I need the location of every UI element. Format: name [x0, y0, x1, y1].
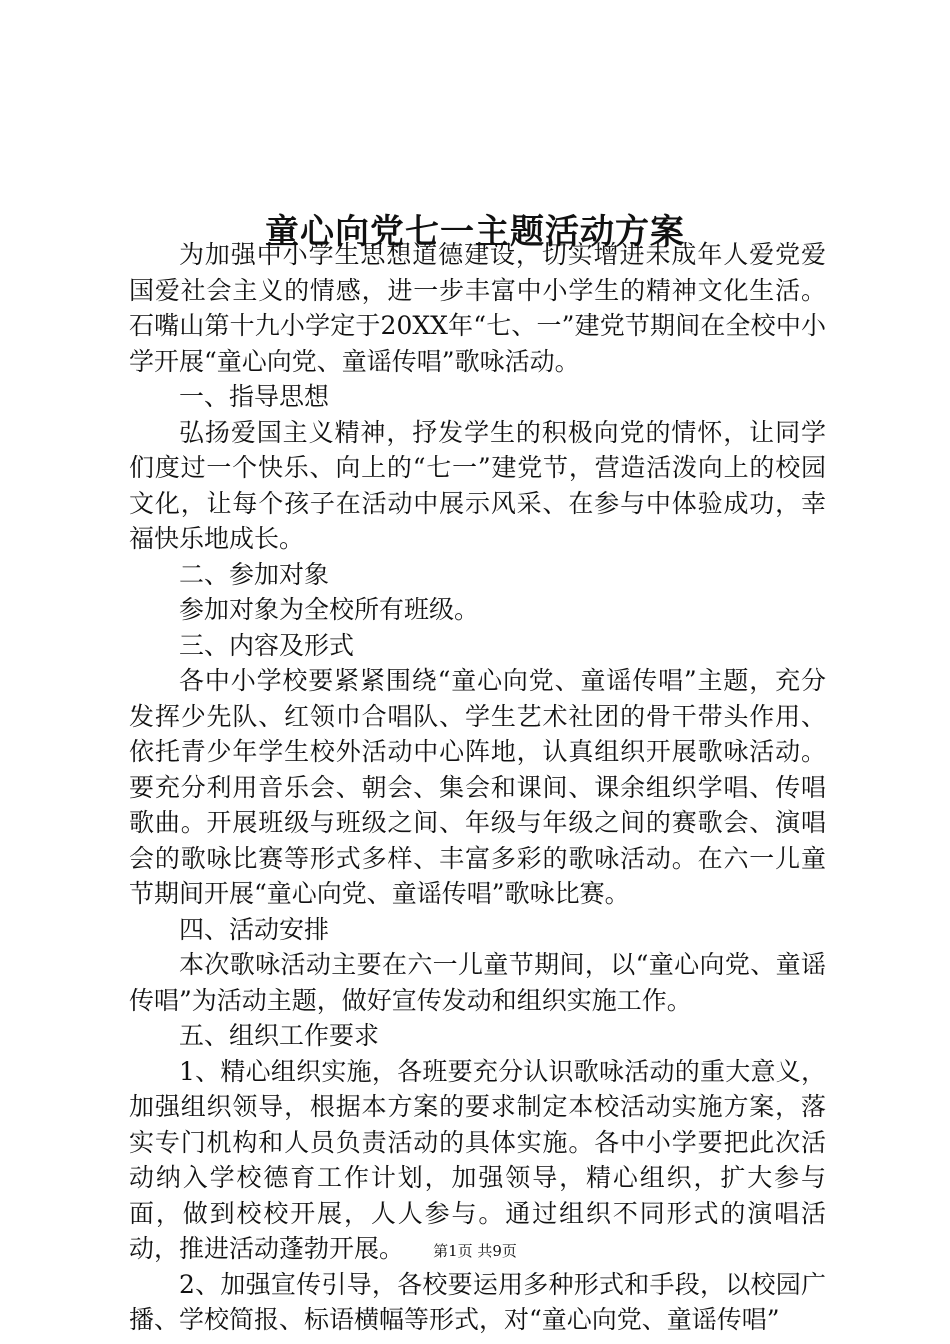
- participants-paragraph: 参加对象为全校所有班级。: [179, 595, 480, 624]
- requirement-paragraph-2: 2、加强宣传引导，各校要运用多种形式和手段，以校园广播、学校简报、标语横幅等形式，对“童心向党、童谣传唱”: [129, 1269, 826, 1334]
- intro-paragraph: 为加强中小学生思想道德建设，切实增进未成年人爱党爱国爱社会主义的情感，进一步丰富中小学生的精神文化生活。石嘴山第十九小学定于20XX年“七、一”建党节期间在全校中小学开展“童心向党、童谣传唱”歌咏活动。: [129, 240, 826, 376]
- requirement-paragraph-1: 1、精心组织实施，各班要充分认识歌咏活动的重大意义，加强组织领导，根据本方案的要求制定本校活动实施方案，落实专门机构和人员负责活动的具体实施。各中小学要把此次活动纳入学校德育工作计划，加强领导，精心组织，扩大参与面，做到校校开展，人人参与。通过组织不同形式的演唱活动，推进活动蓬勃开展。: [129, 1056, 826, 1263]
- section-heading-participants: 二、参加对象: [179, 559, 330, 589]
- page-number-footer: 第1页 共9页: [433, 1242, 517, 1260]
- content-form-paragraph: 各中小学校要紧紧围绕“童心向党、童谣传唱”主题，充分发挥少先队、红领巾合唱队、学生艺术社团的骨干带头作用、依托青少年学生校外活动中心阵地，认真组织开展歌咏活动。要充分利用音乐会、朝会、集会和课间、课余组织学唱、传唱歌曲。开展班级与班级之间、年级与年级之间的赛歌会、演唱会的歌咏比赛等形式多样、丰富多彩的歌咏活动。在六一儿童节期间开展“童心向党、童谣传唱”歌咏比赛。: [129, 666, 826, 908]
- document-title: 童心向党七一主题活动方案: [265, 211, 685, 252]
- section-heading-content-form: 三、内容及形式: [179, 630, 355, 660]
- guiding-ideology-paragraph: 弘扬爱国主义精神，抒发学生的积极向党的情怀，让同学们度过一个快乐、向上的“七一”建党节，营造活泼向上的校园文化，让每个孩子在活动中展示风采、在参与中体验成功，幸福快乐地成长。: [129, 417, 826, 553]
- section-heading-guiding-ideology: 一、指导思想: [179, 382, 330, 411]
- document-body: [129, 237, 826, 1338]
- section-heading-arrangement: 四、活动安排: [179, 914, 330, 944]
- arrangement-paragraph: 本次歌咏活动主要在六一儿童节期间，以“童心向党、童谣传唱”为活动主题，做好宣传发动和组织实施工作。: [129, 950, 826, 1015]
- section-heading-requirements: 五、组织工作要求: [179, 1021, 380, 1050]
